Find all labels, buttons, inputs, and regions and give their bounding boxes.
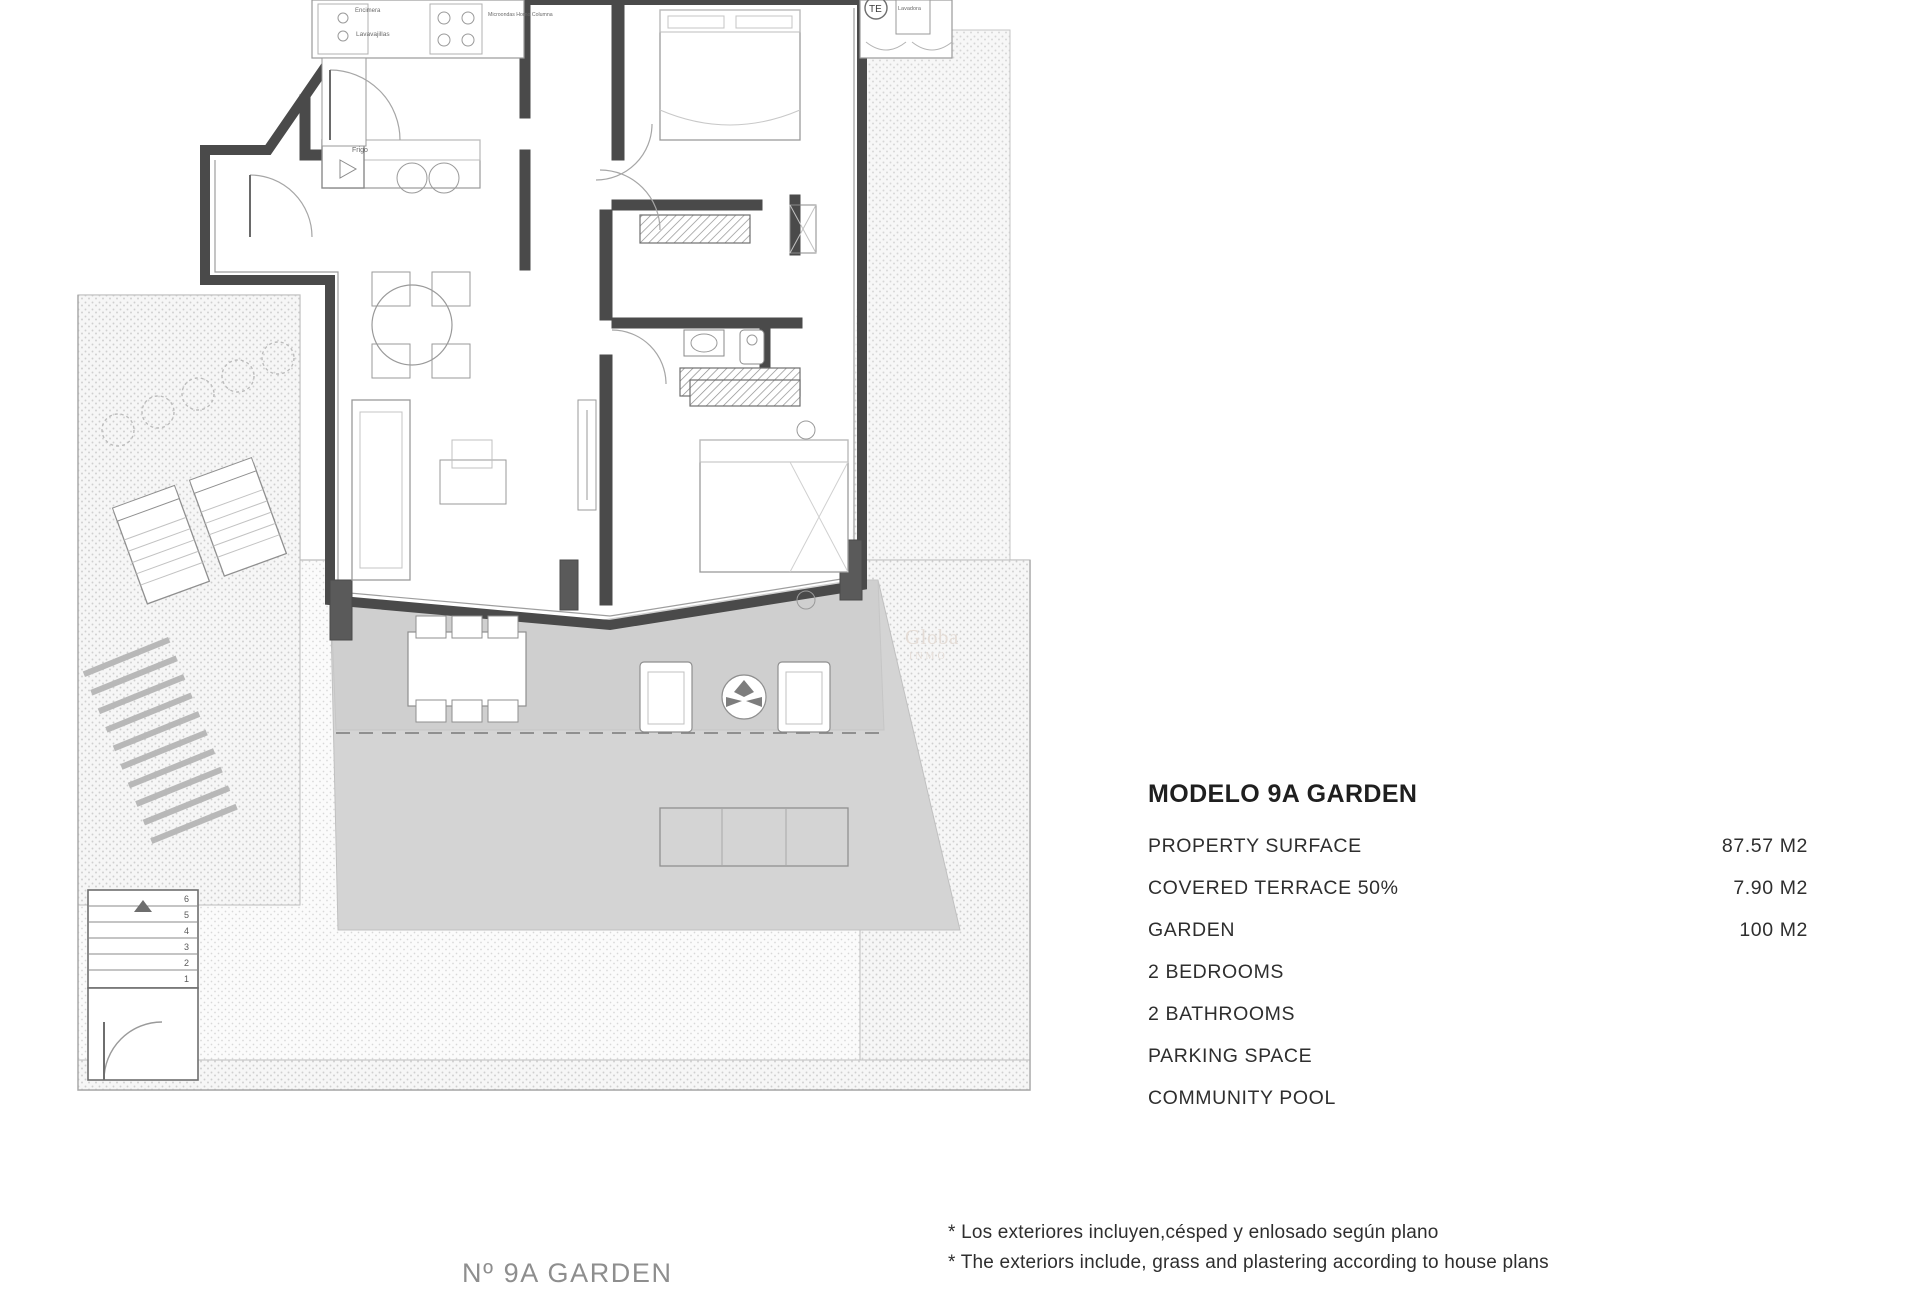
spec-label: GARDEN [1148, 919, 1236, 941]
watermark-line2: INMO [909, 651, 948, 662]
plan-caption: Nº 9A GARDEN [462, 1258, 673, 1288]
svg-text:1: 1 [184, 974, 190, 984]
spec-value: 100 M2 [1739, 919, 1808, 941]
watermark-line1: Globa [905, 625, 959, 649]
footnotes [948, 1218, 1549, 1279]
kitchen-fridge-label: Frigo [352, 147, 368, 154]
spec-row-garden [1148, 919, 1808, 942]
svg-text:2: 2 [184, 958, 190, 968]
svg-text:6: 6 [184, 894, 190, 904]
spec-label: 2 BATHROOMS [1148, 1003, 1296, 1025]
footnote-es: * Los exteriores incluyen,césped y enlosado según plano [948, 1222, 1439, 1243]
spec-label: 2 BEDROOMS [1148, 961, 1285, 983]
footnote-en: * The exteriors include, grass and plastering according to house plans [948, 1252, 1549, 1274]
spec-label: COMMUNITY POOL [1148, 1087, 1336, 1109]
spec-row-parking [1148, 1045, 1808, 1068]
spec-label: PROPERTY SURFACE [1148, 835, 1362, 857]
spec-row-community-pool [1148, 1087, 1808, 1110]
spec-value: 87.57 M2 [1721, 835, 1808, 857]
stairs [88, 890, 198, 1080]
spec-row-bedrooms [1148, 961, 1808, 984]
kitchen-hob-label: Encimera [355, 8, 381, 14]
model-title: MODELO 9A GARDEN [1148, 780, 1418, 808]
spec-row-property-surface [1148, 835, 1808, 858]
svg-text:5: 5 [184, 910, 190, 920]
spec-label: PARKING SPACE [1148, 1045, 1313, 1067]
spec-row-covered-terrace [1148, 877, 1808, 900]
svg-text:4: 4 [184, 926, 190, 936]
model-spec-panel [1148, 780, 1808, 1129]
kitchen-oven-label: Microondas Horno Columna [488, 12, 553, 18]
laundry-washer-label: Lavadora [898, 6, 921, 12]
laundry-box [860, 0, 952, 58]
kitchen-dishwasher-label: Lavavajillas [356, 31, 390, 38]
laundry-te-label: TE [869, 4, 882, 15]
svg-text:3: 3 [184, 942, 190, 952]
spec-row-bathrooms [1148, 1003, 1808, 1026]
spec-label: COVERED TERRACE 50% [1148, 877, 1399, 899]
spec-value: 7.90 M2 [1733, 877, 1808, 899]
